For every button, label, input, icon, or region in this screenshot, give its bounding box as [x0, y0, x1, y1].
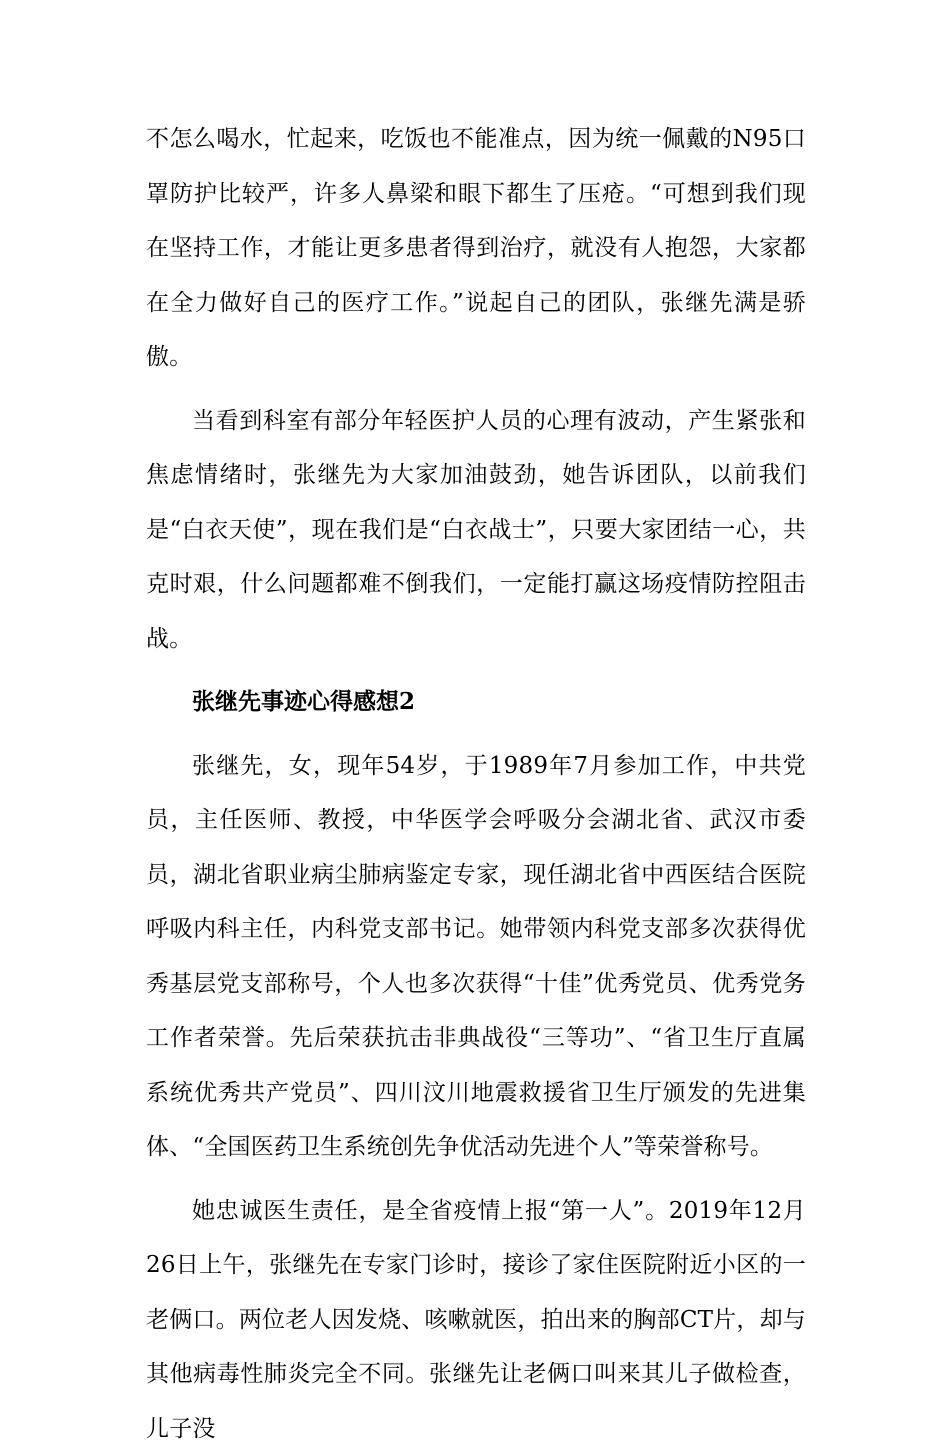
paragraph-first-report: 她忠诚医生责任，是全省疫情上报“第一人”。2019年12月26日上午，张继先在专家门诊时，接诊了家住医院附近小区的一老俩口。两位老人因发烧、咳嗽就医，拍出来的胸部CT片，却与其他病毒性肺炎完全不同。张继先让老俩口叫来其儿子做检查，儿子没 — [146, 1184, 806, 1456]
document-page — [146, 112, 806, 1456]
paragraph-continuation: 不怎么喝水，忙起来，吃饭也不能准点，因为统一佩戴的N95口罩防护比较严，许多人鼻梁和眼下都生了压疮。“可想到我们现在坚持工作，才能让更多患者得到治疗，就没有人抱怨，大家都在全力做好自己的医疗工作。”说起自己的团队，张继先满是骄傲。 — [146, 112, 806, 385]
paragraph-encouragement: 当看到科室有部分年轻医护人员的心理有波动，产生紧张和焦虑情绪时，张继先为大家加油鼓劲，她告诉团队，以前我们是“白衣天使”，现在我们是“白衣战士”，只要大家团结一心，共克时艰，什么问题都难不倒我们，一定能打赢这场疫情防控阻击战。 — [146, 394, 806, 667]
paragraph-biography: 张继先，女，现年54岁，于1989年7月参加工作，中共党员，主任医师、教授，中华医学会呼吸分会湖北省、武汉市委员，湖北省职业病尘肺病鉴定专家，现任湖北省中西医结合医院呼吸内科主任，内科党支部书记。她带领内科党支部多次获得优秀基层党支部称号，个人也多次获得“十佳”优秀党员、优秀党务工作者荣誉。先后荣获抗击非典战役“三等功”、“省卫生厅直属系统优秀共产党员”、四川汶川地震救援省卫生厅颁发的先进集体、“全国医药卫生系统创先争优活动先进个人”等荣誉称号。 — [146, 739, 806, 1175]
section-heading: 张继先事迹心得感想2 — [146, 675, 806, 730]
